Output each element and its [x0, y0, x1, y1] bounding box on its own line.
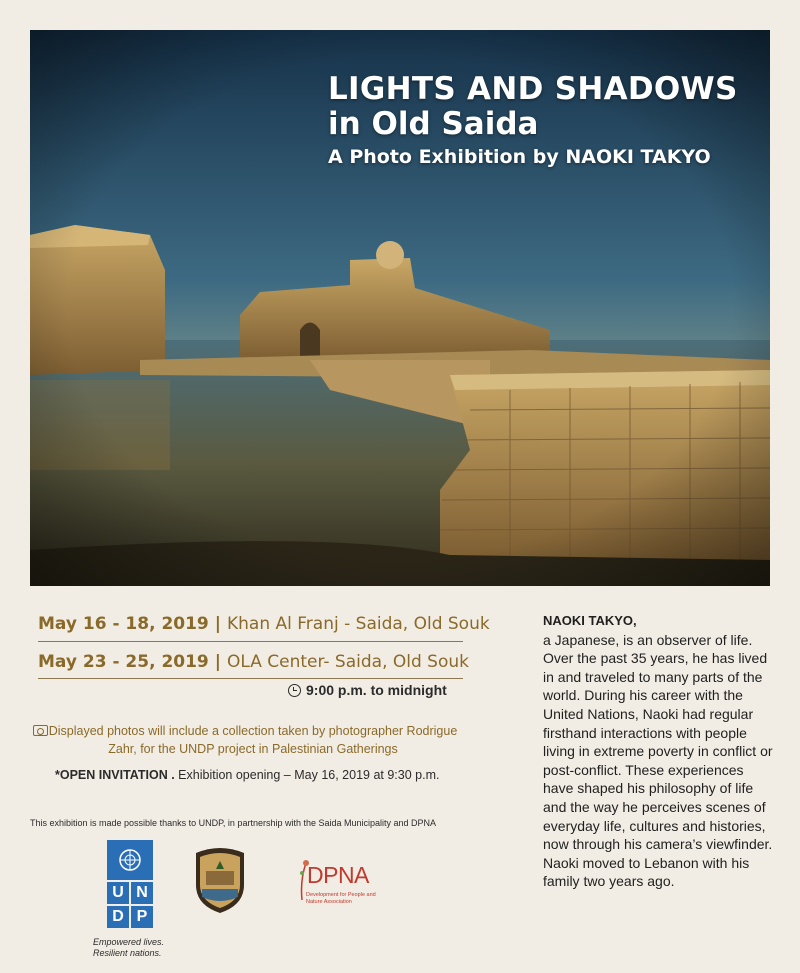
undp-letter: P: [131, 906, 153, 928]
clock-icon: [288, 684, 301, 697]
bio-text: a Japanese, is an observer of life. Over the past 35 years, he has lived in and traveled to many parts of the world. During his career with the United Nations, Naoki had regular firsthand interactions with people living in extreme poverty in conflict or post-conflict. These experiences have shaped his philosophy of life and the way he perceives scenes of everyday life, cultures and histories, now through his camera’s viewfinder. Naoki moved to Lebanon with his family two years ago.: [543, 631, 773, 890]
invitation-text: Exhibition opening – May 16, 2019 at 9:30 p.m.: [178, 768, 440, 782]
hero-photo: [30, 30, 770, 586]
artist-bio: [543, 612, 775, 891]
schedule-row-1: [38, 614, 490, 634]
time-info: [288, 682, 447, 698]
divider: [38, 641, 463, 642]
undp-letter: N: [131, 882, 153, 904]
title-line-2: in Old Saida: [328, 105, 539, 142]
schedule-dates: May 23 - 25, 2019: [38, 652, 209, 672]
divider: [38, 678, 463, 679]
schedule-row-2: [38, 652, 469, 672]
title-line-1: LIGHTS AND SHADOWS: [328, 71, 738, 107]
dpna-logo-text: DPNA: [307, 862, 369, 888]
artist-name: NAOKI TAKYO,: [543, 613, 637, 628]
separator: |: [214, 614, 221, 634]
invitation-label: *OPEN INVITATION .: [55, 768, 175, 782]
subtitle: A Photo Exhibition by NAOKI TAKYO: [328, 146, 711, 169]
photo-note: Displayed photos will include a collection taken by photographer Rodrigue Zahr, for the UNDP project in Palestinian Gatherings: [48, 724, 458, 756]
open-invitation: [55, 768, 439, 782]
schedule-venue: OLA Center- Saida, Old Souk: [226, 652, 469, 672]
dpna-subtitle: Development for People and Nature Association: [306, 892, 376, 905]
acknowledgement: This exhibition is made possible thanks to UNDP, in partnership with the Saida Municipality and DPNA: [30, 818, 437, 828]
un-emblem-icon: [107, 840, 153, 880]
undp-logo: [103, 840, 157, 928]
undp-letter: D: [107, 906, 129, 928]
undp-tagline: [93, 937, 164, 959]
undp-letter: U: [107, 882, 129, 904]
separator: |: [214, 652, 221, 672]
undp-tagline-2: Resilient nations.: [93, 948, 162, 958]
time-text: 9:00 p.m. to midnight: [306, 682, 447, 698]
schedule-venue: Khan Al Franj - Saida, Old Souk: [226, 614, 490, 634]
exhibition-title-block: [328, 72, 738, 169]
saida-municipality-logo: [192, 845, 248, 915]
undp-tagline-1: Empowered lives.: [93, 937, 165, 947]
schedule-dates: May 16 - 18, 2019: [38, 614, 209, 634]
